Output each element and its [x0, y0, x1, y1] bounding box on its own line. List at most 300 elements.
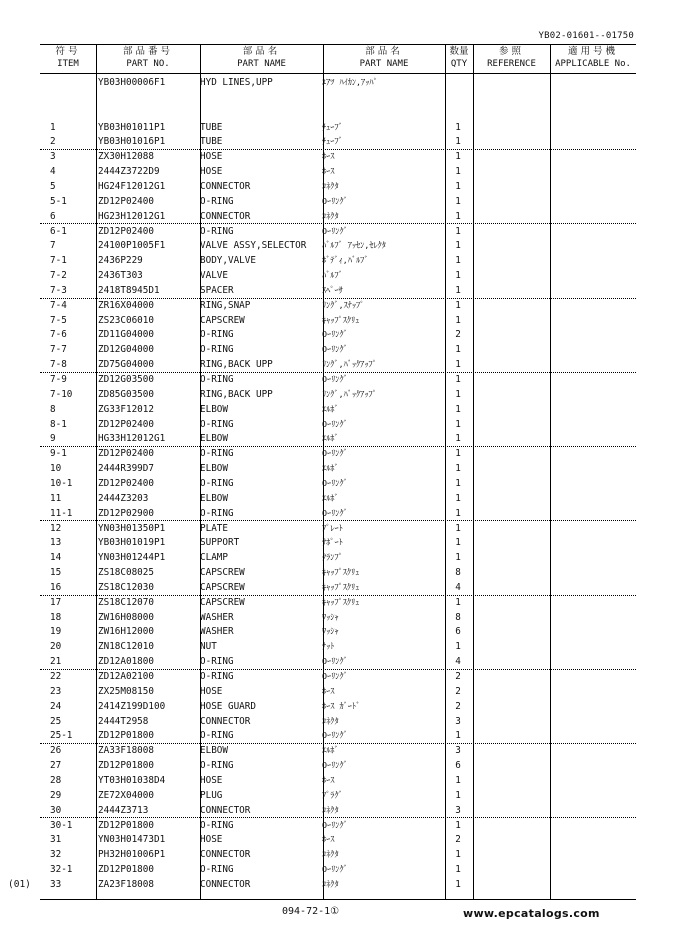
part-number: 2444Z3203 — [98, 492, 149, 504]
header-applicable — [550, 45, 636, 73]
table-row — [40, 105, 636, 120]
header-item-en: ITEM — [57, 59, 79, 69]
part-name: CONNECTOR — [200, 878, 251, 890]
quantity: 1 — [455, 433, 461, 445]
header-qty-jp: 数量 — [449, 46, 469, 57]
table-row — [40, 90, 636, 105]
table-row — [40, 402, 636, 417]
part-number: ZD12P01800 — [98, 864, 154, 876]
site-url: www.epcatalogs.com — [463, 907, 600, 920]
item-number: 18 — [50, 611, 62, 623]
part-number: YT03H01038D4 — [98, 774, 166, 786]
part-number: ZS18C12030 — [98, 581, 154, 593]
part-name-jp: Oｰﾘﾝｸﾞ — [322, 195, 348, 206]
quantity: 6 — [455, 760, 461, 772]
item-number: 22 — [50, 671, 62, 682]
quantity: 1 — [455, 284, 461, 296]
item-number: 7 — [50, 240, 56, 252]
part-name: O-RING — [200, 344, 234, 356]
item-number: 23 — [50, 685, 62, 697]
part-name: CLAMP — [200, 552, 228, 564]
item-number: 20 — [50, 641, 62, 653]
quantity: 1 — [455, 477, 461, 489]
quantity: 1 — [455, 166, 461, 178]
item-number: 7-2 — [50, 270, 67, 282]
quantity: 1 — [455, 522, 461, 534]
quantity: 1 — [455, 225, 461, 237]
part-number: ZD12G03500 — [98, 374, 154, 385]
quantity: 1 — [455, 448, 461, 460]
quantity: 1 — [455, 210, 461, 222]
table-row — [40, 773, 636, 788]
part-name: CAPSCREW — [200, 581, 245, 593]
part-name-jp: Oｰﾘﾝｸﾞ — [322, 656, 348, 667]
header-part-name — [200, 45, 323, 73]
quantity: 6 — [455, 626, 461, 638]
part-name: RING,SNAP — [200, 299, 251, 311]
part-number: ZS18C08025 — [98, 567, 154, 579]
quantity: 1 — [455, 388, 461, 400]
item-number: 7-8 — [50, 359, 67, 371]
part-name-jp: ﾎｰｽ ｶﾞｰﾄﾞ — [322, 700, 361, 711]
part-name-jp: Oｰﾘﾝｸﾞ — [322, 329, 348, 340]
item-number: 21 — [50, 656, 62, 668]
part-number: ZD12P02400 — [98, 225, 154, 237]
item-number: 7-9 — [50, 374, 67, 385]
header-jp-name-en: PART NAME — [359, 59, 409, 69]
item-number: 11 — [50, 492, 62, 504]
part-number: ZS23C06010 — [98, 314, 154, 326]
part-number: ZD12P01800 — [98, 819, 154, 831]
part-name-jp: ﾜｯｼｬ — [322, 626, 339, 637]
table-row — [40, 298, 636, 313]
part-name: CAPSCREW — [200, 567, 245, 579]
item-number: 7-4 — [50, 299, 67, 311]
item-number: 15 — [50, 567, 62, 579]
part-name: O-RING — [200, 730, 234, 742]
header-applicable-en: APPLICABLE No. — [555, 59, 631, 69]
part-name: O-RING — [200, 374, 234, 385]
quantity: 2 — [455, 329, 461, 341]
part-name-jp: Oｰﾘﾝｸﾞ — [322, 225, 348, 236]
part-name: HYD LINES,UPP — [200, 77, 273, 88]
part-name-jp: ﾎｰｽ — [322, 774, 335, 785]
part-number: YN03H01350P1 — [98, 522, 166, 534]
table-row — [40, 714, 636, 729]
part-number: YN03H01244P1 — [98, 552, 166, 564]
item-number: 5 — [50, 180, 56, 192]
item-number: 24 — [50, 700, 62, 712]
part-name-jp: ﾊﾞﾙﾌﾞ ｱｯｾﾝ,ｾﾚｸﾀ — [322, 240, 386, 251]
header-jp-name — [323, 45, 445, 73]
part-name-jp: ﾘﾝｸﾞ,ｽﾅｯﾌﾟ — [322, 299, 365, 310]
part-number: YB03H01019P1 — [98, 537, 166, 549]
part-name: O-RING — [200, 671, 234, 682]
part-name-jp: ﾎｰｽ — [322, 834, 335, 845]
part-name: PLUG — [200, 789, 223, 801]
part-name: O-RING — [200, 864, 234, 876]
table-row — [40, 506, 636, 522]
part-name-jp: ｴﾙﾎﾞ — [322, 433, 339, 444]
table-row — [40, 847, 636, 862]
table-row — [40, 431, 636, 447]
part-name: CONNECTOR — [200, 849, 251, 861]
quantity: 1 — [455, 596, 461, 608]
part-name-jp: ﾎﾞﾃﾞｨ,ﾊﾞﾙﾌﾞ — [322, 255, 369, 266]
part-number: ZD12G04000 — [98, 344, 154, 356]
part-name: CAPSCREW — [200, 596, 245, 608]
part-name-jp: ｺﾈｸﾀ — [322, 180, 339, 191]
part-name-jp: Oｰﾘﾝｸﾞ — [322, 760, 348, 771]
quantity: 1 — [455, 774, 461, 786]
part-name: ELBOW — [200, 745, 228, 757]
part-name-jp: ﾎｰｽ — [322, 151, 335, 162]
table-row — [40, 862, 636, 877]
part-name-jp: Oｰﾘﾝｸﾞ — [322, 418, 348, 429]
table-row — [40, 521, 636, 536]
part-name-jp: ｻﾎﾟｰﾄ — [322, 537, 343, 548]
table-row — [40, 639, 636, 654]
part-name-jp: ｷｬｯﾌﾟｽｸﾘｭ — [322, 581, 360, 592]
quantity: 1 — [455, 195, 461, 207]
part-name: WASHER — [200, 626, 234, 638]
part-number: ZD12P02400 — [98, 195, 154, 207]
table-row — [40, 283, 636, 299]
part-number: ZD12P02400 — [98, 448, 154, 460]
part-number: ZD85G03500 — [98, 388, 154, 400]
part-name: O-RING — [200, 225, 234, 237]
part-number: YN03H01473D1 — [98, 834, 166, 846]
part-number: 2436P229 — [98, 255, 143, 267]
part-name: BODY,VALVE — [200, 255, 256, 267]
part-name-jp: ｷｬｯﾌﾟｽｸﾘｭ — [322, 567, 360, 578]
part-number: ZD12A01800 — [98, 656, 154, 668]
part-name-jp: ﾌﾟﾚｰﾄ — [322, 522, 343, 533]
table-row — [40, 832, 636, 847]
parts-table — [40, 44, 636, 900]
part-name: O-RING — [200, 195, 234, 207]
part-name: ELBOW — [200, 463, 228, 475]
part-number: ZG33F12012 — [98, 403, 154, 415]
table-header — [40, 45, 636, 74]
part-name: O-RING — [200, 477, 234, 489]
table-row — [40, 446, 636, 461]
item-number: 7-5 — [50, 314, 67, 326]
table-row — [40, 565, 636, 580]
quantity: 1 — [455, 789, 461, 801]
table-row — [40, 461, 636, 476]
part-name: O-RING — [200, 656, 234, 668]
quantity: 1 — [455, 819, 461, 831]
part-name: CONNECTOR — [200, 180, 251, 192]
item-number: 5-1 — [50, 195, 67, 207]
part-name-jp: ﾊﾞﾙﾌﾞ — [322, 270, 343, 281]
quantity: 1 — [455, 849, 461, 861]
part-number: ZD12A02100 — [98, 671, 154, 682]
page-number: 094-72-1① — [282, 906, 340, 917]
item-number: 12 — [50, 522, 62, 534]
part-name-jp: ｺﾈｸﾀ — [322, 804, 339, 815]
part-name-jp: Oｰﾘﾝｸﾞ — [322, 864, 348, 875]
part-number: ZA23F18008 — [98, 878, 154, 890]
quantity: 1 — [455, 374, 461, 385]
part-number: YB03H01011P1 — [98, 121, 166, 133]
table-row — [40, 610, 636, 625]
part-number: ZD12P01800 — [98, 760, 154, 772]
part-name-jp: ﾎｰｽ — [322, 166, 335, 177]
item-number: 29 — [50, 789, 62, 801]
quantity: 4 — [455, 581, 461, 593]
part-name: WASHER — [200, 611, 234, 623]
item-number: 10-1 — [50, 477, 73, 489]
part-name-jp: ｷｬｯﾌﾟｽｸﾘｭ — [322, 596, 360, 607]
part-name: PLATE — [200, 522, 228, 534]
quantity: 1 — [455, 641, 461, 653]
item-number: 30 — [50, 804, 62, 816]
quantity: 1 — [455, 537, 461, 549]
item-number: 32 — [50, 849, 62, 861]
part-name: CAPSCREW — [200, 314, 245, 326]
table-row — [40, 535, 636, 550]
item-number: 27 — [50, 760, 62, 772]
part-name-jp: ﾘﾝｸﾞ,ﾊﾞｯｸｱｯﾌﾟ — [322, 388, 377, 399]
header-reference-en: REFERENCE — [487, 59, 536, 69]
quantity: 1 — [455, 255, 461, 267]
part-name: NUT — [200, 641, 217, 653]
part-name: TUBE — [200, 121, 223, 133]
part-number: HG23H12012G1 — [98, 210, 166, 222]
part-name: SUPPORT — [200, 537, 240, 549]
part-name: RING,BACK UPP — [200, 359, 273, 371]
part-name-jp: Oｰﾘﾝｸﾞ — [322, 374, 348, 384]
table-row — [40, 253, 636, 268]
quantity: 1 — [455, 270, 461, 282]
part-name: HOSE — [200, 151, 223, 163]
item-number: 33 — [50, 878, 62, 890]
item-number: 9 — [50, 433, 56, 445]
quantity: 2 — [455, 671, 461, 682]
part-number: ZD11G04000 — [98, 329, 154, 341]
part-name: SPACER — [200, 284, 234, 296]
item-number: 8 — [50, 403, 56, 415]
part-name-jp: ﾘﾝｸﾞ,ﾊﾞｯｸｱｯﾌﾟ — [322, 359, 377, 370]
part-name-jp: ｴﾙﾎﾞ — [322, 745, 339, 756]
part-name-jp: Oｰﾘﾝｸﾞ — [322, 507, 348, 518]
table-row — [40, 134, 636, 150]
header-qty-en: QTY — [450, 59, 468, 69]
item-number: 9-1 — [50, 448, 67, 460]
part-number: ZN18C12010 — [98, 641, 154, 653]
part-number: 2444T2958 — [98, 715, 149, 727]
table-row — [40, 179, 636, 194]
part-name-jp: Oｰﾘﾝｸﾞ — [322, 730, 348, 741]
part-name-jp: ｺﾈｸﾀ — [322, 715, 339, 726]
part-name: HOSE — [200, 774, 223, 786]
part-number: HG33H12012G1 — [98, 433, 166, 445]
part-name: O-RING — [200, 819, 234, 831]
item-number: 7-3 — [50, 284, 67, 296]
quantity: 1 — [455, 864, 461, 876]
item-number: 14 — [50, 552, 62, 564]
item-number: 10 — [50, 463, 62, 475]
table-row — [40, 164, 636, 179]
part-name: RING,BACK UPP — [200, 388, 273, 400]
item-number: 25-1 — [50, 730, 73, 742]
item-number: 32-1 — [50, 864, 73, 876]
quantity: 2 — [455, 685, 461, 697]
table-row — [40, 149, 636, 164]
header-reference — [473, 45, 550, 73]
quantity: 1 — [455, 552, 461, 564]
part-number: ZS18C12070 — [98, 596, 154, 608]
part-name: TUBE — [200, 136, 223, 148]
part-name: ELBOW — [200, 403, 228, 415]
part-name-jp: Oｰﾘﾝｸﾞ — [322, 671, 348, 681]
item-number: 31 — [50, 834, 62, 846]
revision-mark: (01) — [8, 879, 31, 890]
part-name-jp: ｴﾙﾎﾞ — [322, 403, 339, 414]
part-number: ZX25M08150 — [98, 685, 154, 697]
header-part-name-jp: 部品名 — [242, 46, 281, 57]
item-number: 11-1 — [50, 507, 73, 519]
part-number: 24100P1005F1 — [98, 240, 166, 252]
part-number: 2444Z3722D9 — [98, 166, 160, 178]
quantity: 3 — [455, 745, 461, 757]
part-name: ELBOW — [200, 492, 228, 504]
quantity: 1 — [455, 403, 461, 415]
quantity: 1 — [455, 492, 461, 504]
header-applicable-jp: 適用号機 — [567, 46, 618, 57]
table-row — [40, 699, 636, 714]
quantity: 1 — [455, 507, 461, 519]
item-number: 7-6 — [50, 329, 67, 341]
table-row — [40, 758, 636, 773]
part-name-jp: Oｰﾘﾝｸﾞ — [322, 344, 348, 355]
item-number: 30-1 — [50, 819, 73, 831]
item-number: 3 — [50, 151, 56, 163]
part-name: O-RING — [200, 760, 234, 772]
part-name-jp: ﾜｯｼｬ — [322, 611, 339, 622]
part-name-jp: ｺﾈｸﾀ — [322, 210, 339, 221]
part-number: 2444Z3713 — [98, 804, 149, 816]
quantity: 1 — [455, 151, 461, 163]
item-number: 28 — [50, 774, 62, 786]
table-row — [40, 372, 636, 387]
part-name-jp: ﾁｭｰﾌﾞ — [322, 121, 343, 132]
quantity: 1 — [455, 180, 461, 192]
part-name-jp: ﾎｰｽ — [322, 685, 335, 696]
item-number: 7-7 — [50, 344, 67, 356]
item-number: 16 — [50, 581, 62, 593]
part-number: 2436T303 — [98, 270, 143, 282]
item-number: 25 — [50, 715, 62, 727]
table-row — [40, 743, 636, 758]
document-code: YB02-01601--01750 — [538, 31, 634, 41]
table-row — [40, 580, 636, 596]
table-row — [40, 357, 636, 373]
part-number: ZD12P02900 — [98, 507, 154, 519]
part-name: O-RING — [200, 418, 234, 430]
part-name: O-RING — [200, 448, 234, 460]
quantity: 1 — [455, 240, 461, 252]
table-row — [40, 476, 636, 491]
part-name: HOSE — [200, 834, 223, 846]
part-number: 2414Z199D100 — [98, 700, 166, 712]
table-row — [40, 224, 636, 239]
table-row — [40, 327, 636, 342]
part-number: ZD75G04000 — [98, 359, 154, 371]
part-name: O-RING — [200, 329, 234, 341]
part-name-jp: ﾕｱﾂ ﾊｲｶﾝ,ｱｯﾊﾟ — [322, 77, 378, 87]
part-number: ZR16X04000 — [98, 299, 154, 311]
item-number: 8-1 — [50, 418, 67, 430]
quantity: 1 — [455, 136, 461, 148]
part-number: ZW16H12000 — [98, 626, 154, 638]
quantity: 1 — [455, 121, 461, 133]
table-row — [40, 550, 636, 565]
quantity: 8 — [455, 611, 461, 623]
part-name: VALVE — [200, 270, 228, 282]
header-part-no-jp: 部品番号 — [122, 46, 173, 57]
part-name: HOSE — [200, 166, 223, 178]
table-row — [40, 654, 636, 670]
part-name-jp: ｺﾈｸﾀ — [322, 878, 339, 889]
item-number: 26 — [50, 745, 62, 757]
quantity: 1 — [455, 730, 461, 742]
part-number: YB03H00006F1 — [98, 77, 166, 88]
table-row — [40, 877, 636, 892]
header-part-no-en: PART NO. — [126, 59, 170, 69]
header-reference-jp: 参照 — [498, 46, 524, 57]
header-qty — [445, 45, 473, 73]
table-row — [40, 209, 636, 225]
quantity: 2 — [455, 700, 461, 712]
quantity: 1 — [455, 314, 461, 326]
table-row — [40, 75, 636, 90]
part-number: ZX30H12088 — [98, 151, 154, 163]
quantity: 8 — [455, 567, 461, 579]
item-number: 19 — [50, 626, 62, 638]
table-row — [40, 313, 636, 328]
quantity: 2 — [455, 834, 461, 846]
part-name: HOSE — [200, 685, 223, 697]
table-row — [40, 595, 636, 610]
part-number: HG24F12012G1 — [98, 180, 166, 192]
header-item — [40, 45, 96, 73]
part-name-jp: ｸﾗﾝﾌﾟ — [322, 552, 343, 563]
header-item-jp: 符号 — [55, 46, 81, 57]
item-number: 2 — [50, 136, 56, 148]
part-name: CONNECTOR — [200, 715, 251, 727]
table-row — [40, 268, 636, 283]
part-name-jp: ﾌﾟﾗｸﾞ — [322, 789, 343, 800]
table-row — [40, 788, 636, 803]
part-number: ZD12P01800 — [98, 730, 154, 742]
quantity: 1 — [455, 299, 461, 311]
item-number: 7-10 — [50, 388, 73, 400]
table-row — [40, 684, 636, 699]
header-part-no — [96, 45, 200, 73]
table-row — [40, 417, 636, 432]
part-name-jp: ﾅｯﾄ — [322, 641, 335, 652]
item-number: 7-1 — [50, 255, 67, 267]
part-number: 2418T8945D1 — [98, 284, 160, 296]
quantity: 3 — [455, 715, 461, 727]
item-number: 4 — [50, 166, 56, 178]
part-number: ZA33F18008 — [98, 745, 154, 757]
quantity: 1 — [455, 418, 461, 430]
part-name-jp: Oｰﾘﾝｸﾞ — [322, 448, 348, 459]
